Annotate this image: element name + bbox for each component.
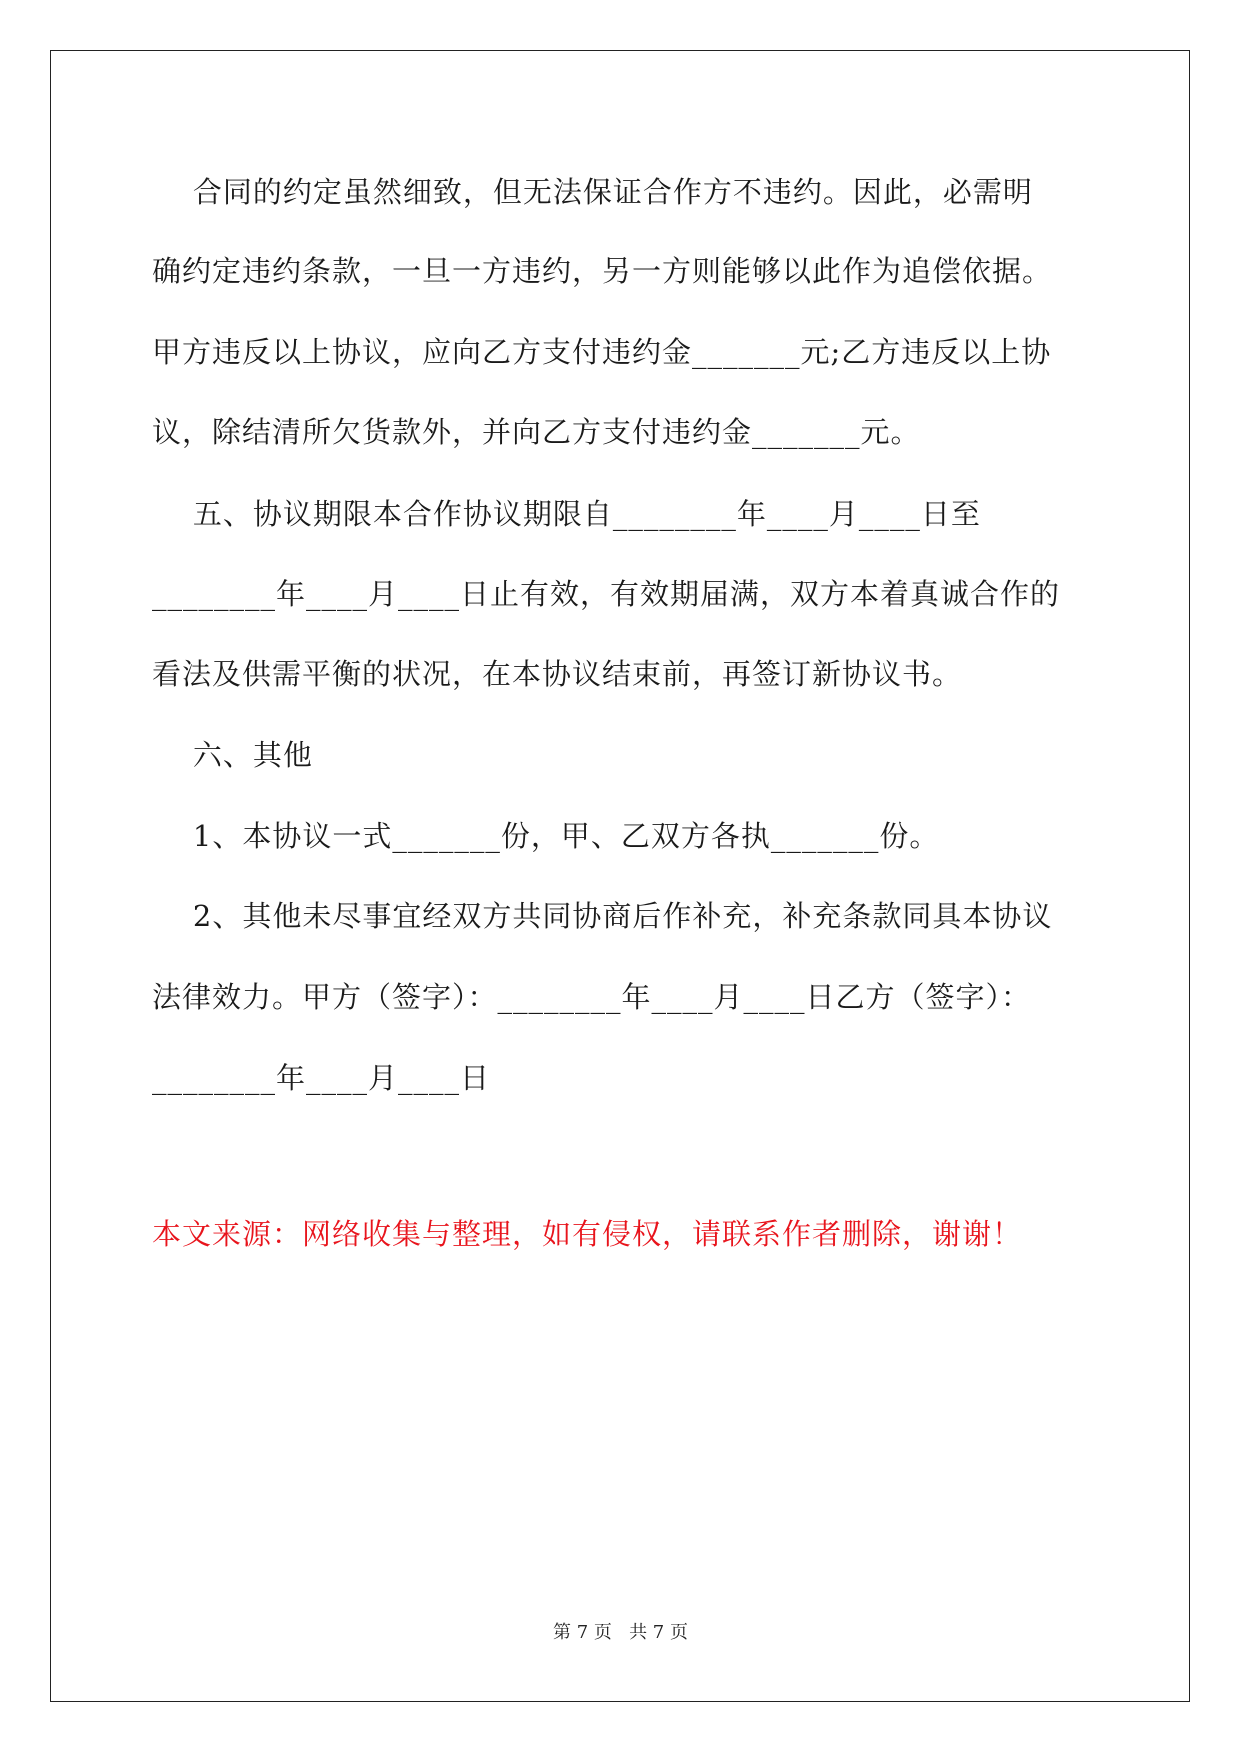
page-number-footer: 第 7 页 共 7 页 — [553, 1622, 688, 1643]
body-line-7: 看法及供需平衡的状况，在本协议结束前，再签订新协议书。 — [152, 657, 963, 691]
body-line-4: 议，除结清所欠货款外，并向乙方支付违约金_______元。 — [152, 415, 921, 449]
source-notice: 本文来源：网络收集与整理，如有侵权，请联系作者删除，谢谢！ — [152, 1217, 1023, 1251]
section-heading-other: 六、其他 — [152, 738, 313, 772]
body-line-2: 确约定违约条款，一旦一方违约，另一方则能够以此作为追偿依据。 — [152, 254, 1053, 288]
body-line-5: 五、协议期限本合作协议期限自________年____月____日至 — [152, 497, 981, 531]
body-line-11: 法律效力。甲方（签字）：________年____月____日乙方（签字）： — [152, 980, 1032, 1014]
body-line-10: 2、其他未尽事宜经双方共同协商后作补充，补充条款同具本协议 — [152, 899, 1053, 933]
body-line-3: 甲方违反以上协议，应向乙方支付违约金_______元;乙方违反以上协 — [152, 335, 1052, 369]
body-line-6: ________年____月____日止有效，有效期届满，双方本着真诚合作的 — [152, 577, 1061, 611]
body-line-12: ________年____月____日 — [152, 1061, 491, 1095]
page-frame — [50, 50, 1190, 1702]
body-line-9: 1、本协议一式_______份，甲、乙双方各执_______份。 — [152, 819, 940, 853]
body-line-1: 合同的约定虽然细致，但无法保证合作方不违约。因此，必需明 — [152, 175, 1033, 209]
